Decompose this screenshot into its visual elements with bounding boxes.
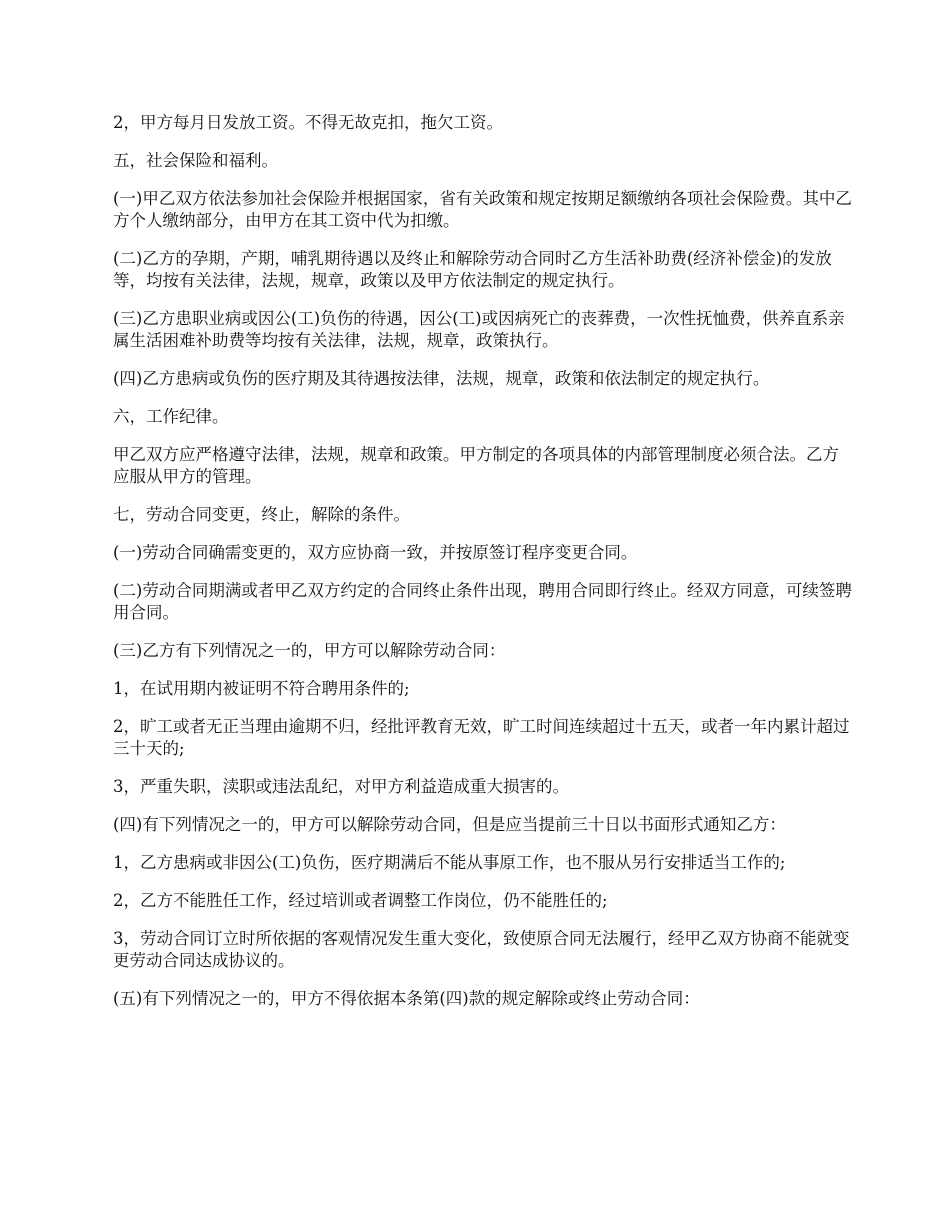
- section-heading: 六，工作纪律。: [113, 407, 229, 426]
- document-body: [113, 112, 853, 1026]
- paragraph: 甲乙双方应严格遵守法律，法规，规章和政策。甲方制定的各项具体的内部管理制度必须合法。乙方应服从甲方的管理。: [113, 445, 839, 486]
- list-item: 1，乙方患病或非因公(工)负伤，医疗期满后不能从事原工作，也不服从另行安排适当工作的;: [113, 853, 786, 872]
- list-item: 1，在试用期内被证明不符合聘用条件的;: [113, 679, 410, 698]
- paragraph: 2，甲方每月日发放工资。不得无故克扣，拖欠工资。: [113, 113, 503, 132]
- paragraph: (一)甲乙双方依法参加社会保险并根据国家，省有关政策和规定按期足额缴纳各项社会保险费。其中乙方个人缴纳部分，由甲方在其工资中代为扣缴。: [113, 189, 852, 230]
- list-item: 3，严重失职，渎职或违法乱纪，对甲方利益造成重大损害的。: [113, 777, 569, 796]
- paragraph: (二)乙方的孕期，产期，哺乳期待遇以及终止和解除劳动合同时乙方生活补助费(经济补偿金)的发放等，均按有关法律，法规，规章，政策以及甲方依法制定的规定执行。: [113, 249, 832, 290]
- paragraph: (三)乙方有下列情况之一的，甲方可以解除劳动合同：: [113, 641, 506, 660]
- list-item: 2，旷工或者无正当理由逾期不归，经批评教育无效，旷工时间连续超过十五天，或者一年内累计超过三十天的;: [113, 717, 850, 758]
- section-heading: 七，劳动合同变更，终止，解除的条件。: [113, 505, 410, 524]
- list-item: 2，乙方不能胜任工作，经过培训或者调整工作岗位，仍不能胜任的;: [113, 891, 608, 910]
- paragraph: (二)劳动合同期满或者甲乙双方约定的合同终止条件出现，聘用合同即行终止。经双方同意，可续签聘用合同。: [113, 581, 852, 622]
- paragraph: (三)乙方患职业病或因公(工)负伤的待遇，因公(工)或因病死亡的丧葬费，一次性抚恤费，供养直系亲属生活困难补助费等均按有关法律，法规，规章，政策执行。: [113, 309, 845, 350]
- paragraph: (四)有下列情况之一的，甲方可以解除劳动合同，但是应当提前三十日以书面形式通知乙方：: [113, 815, 786, 834]
- paragraph: (五)有下列情况之一的，甲方不得依据本条第(四)款的规定解除或终止劳动合同：: [113, 989, 700, 1008]
- paragraph: (四)乙方患病或负伤的医疗期及其待遇按法律，法规，规章，政策和依法制定的规定执行。: [113, 369, 770, 388]
- list-item: 3，劳动合同订立时所依据的客观情况发生重大变化，致使原合同无法履行，经甲乙双方协商不能就变更劳动合同达成协议的。: [113, 929, 850, 970]
- paragraph: (一)劳动合同确需变更的，双方应协商一致，并按原签订程序变更合同。: [113, 543, 638, 562]
- section-heading: 五，社会保险和福利。: [113, 151, 278, 170]
